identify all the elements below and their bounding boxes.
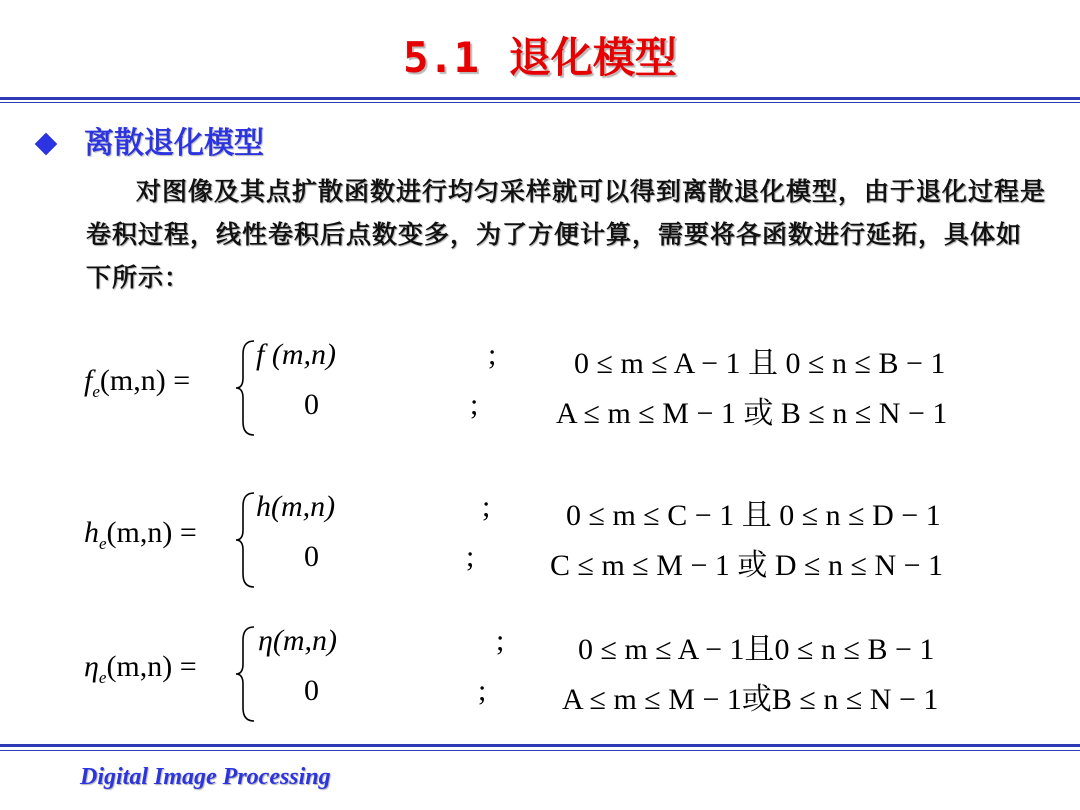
equation-fe — [78, 338, 978, 438]
diamond-bullet-icon — [35, 133, 58, 156]
row-condition: A ≤ m ≤ M − 1或B ≤ n ≤ N − 1 — [562, 683, 939, 716]
row-separator: ; — [482, 490, 491, 523]
left-brace-icon — [234, 624, 258, 724]
row-separator: ; — [478, 674, 487, 707]
left-brace-icon — [234, 338, 258, 438]
row-condition: 0 ≤ m ≤ C − 1 且 0 ≤ n ≤ D − 1 — [566, 499, 941, 532]
row-value: 0 — [304, 388, 319, 421]
row-separator: ; — [496, 624, 505, 657]
row-separator: ; — [488, 338, 497, 371]
description-paragraph: 对图像及其点扩散函数进行均匀采样就可以得到离散退化模型，由于退化过程是卷积过程，线性卷积后点数变多，为了方便计算，需要将各函数进行延拓，具体如下所示： — [86, 177, 1047, 292]
row-separator: ; — [470, 388, 479, 421]
bottom-divider-thin — [0, 750, 1080, 751]
row-value: f (m,n) — [256, 338, 336, 371]
equation-he — [78, 490, 978, 590]
equation-eta-e — [78, 624, 978, 724]
row-condition: 0 ≤ m ≤ A − 1且0 ≤ n ≤ B − 1 — [578, 633, 935, 666]
row-value: 0 — [304, 674, 319, 707]
equation-lhs: $f_e(m,n)$ = — [84, 364, 191, 401]
equation-lhs: $\eta_e(m,n)$ = — [84, 650, 197, 687]
section-heading: 离散退化模型 — [84, 126, 264, 161]
footer-course-title: Digital Image Processing — [80, 764, 331, 790]
row-condition: C ≤ m ≤ M − 1 或 D ≤ n ≤ N − 1 — [550, 549, 944, 582]
row-condition: A ≤ m ≤ M − 1 或 B ≤ n ≤ N − 1 — [556, 397, 948, 430]
row-separator: ; — [466, 540, 475, 573]
row-value: h(m,n) — [256, 490, 336, 523]
title-text: 退化模型 — [508, 33, 677, 82]
top-divider — [0, 97, 1080, 100]
slide-title — [0, 28, 1080, 88]
section-number: 5.1 — [403, 33, 479, 82]
top-divider-thin — [0, 102, 1080, 103]
left-brace-icon — [234, 490, 258, 590]
bottom-divider — [0, 744, 1080, 747]
row-value: η(m,n) — [258, 624, 338, 657]
row-value: 0 — [304, 540, 319, 573]
equation-lhs: $h_e(m,n)$ = — [84, 516, 197, 553]
row-condition: 0 ≤ m ≤ A − 1 且 0 ≤ n ≤ B − 1 — [574, 347, 946, 380]
